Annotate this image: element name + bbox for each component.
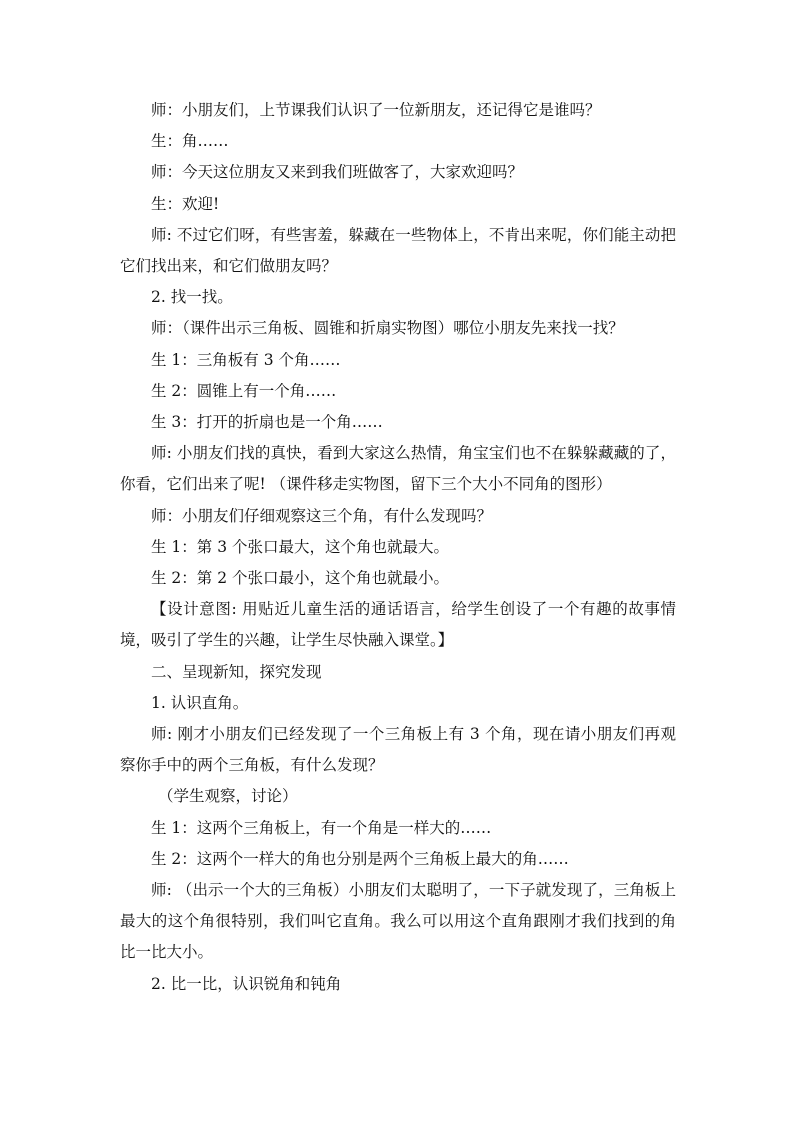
paragraph-teacher-observe: 师：小朋友们仔细观察这三个角，有什么发现吗？ [151, 506, 493, 525]
paragraph-teacher-intro: 师：小朋友们，上节课我们认识了一位新朋友，还记得它是谁吗？ [151, 101, 601, 119]
paragraph-student-3-fan: 生 3：打开的折扇也是一个角…… [151, 413, 383, 432]
heading-section-two: 二、呈现新知，探究发现 [151, 662, 322, 681]
document-page [120, 95, 676, 1000]
paragraph-students-discuss: （学生观察，讨论） [158, 787, 298, 806]
paragraph-student-1-triangle: 生 1：三角板有 3 个角…… [151, 350, 341, 369]
paragraph-student-2-biggest: 生 2：这两个一样大的角也分别是两个三角板上最大的角…… [151, 849, 569, 868]
heading-compare: 2. 比一比，认识锐角和钝角 [151, 974, 342, 993]
paragraph-student-2-cone: 生 2：圆锥上有一个角…… [151, 381, 337, 400]
paragraph-student-1-same: 生 1：这两个三角板上，有一个角是一样大的…… [151, 818, 492, 837]
paragraph-teacher-hiding: 师: 不过它们呀，有些害羞，躲藏在一些物体上，不肯出来呢，你们能主动把它们找出来，和它们做朋友吗？ [120, 225, 676, 276]
paragraph-teacher-fast: 师: 小朋友们找的真快，看到大家这么热情，角宝宝们也不在躲躲藏藏的了，你看，它们出来了呢! （课件移走实物图，留下三个大小不同角的图形） [120, 444, 676, 494]
paragraph-teacher-courseware: 师：（课件出示三角板、圆锥和折扇实物图）哪位小朋友先来找一找？ [151, 319, 624, 338]
paragraph-teacher-right-angle: 师: （出示一个大的三角板）小朋友们太聪明了，一下子就发现了，三角板上最大的这个角很特别，我们叫它直角。我么可以用这个直角跟刚才我们找到的角比一比大小。 [120, 881, 676, 962]
paragraph-design-intent: 【设计意图: 用贴近儿童生活的通话语言，给学生创设了一个有趣的故事情境，吸引了学生的兴趣，让学生尽快融入课堂。】 [120, 600, 676, 650]
paragraph-teacher-two-triangles: 师: 刚才小朋友们已经发现了一个三角板上有 3 个角，现在请小朋友们再观察你手中的两个三角板，有什么发现？ [120, 725, 676, 775]
paragraph-student-welcome: 生：欢迎! [151, 194, 220, 213]
paragraph-teacher-welcome: 师：今天这位朋友又来到我们班做客了，大家欢迎吗？ [151, 163, 524, 182]
paragraph-student-2-smallest: 生 2：第 2 个张口最小，这个角也就最小。 [151, 569, 450, 588]
heading-right-angle: 1. 认识直角。 [151, 693, 249, 712]
paragraph-student-1-largest: 生 1：第 3 个张口最大，这个角也就最大。 [151, 537, 450, 556]
paragraph-student-angle: 生：角…… [151, 132, 229, 151]
heading-find: 2. 找一找。 [151, 288, 233, 307]
